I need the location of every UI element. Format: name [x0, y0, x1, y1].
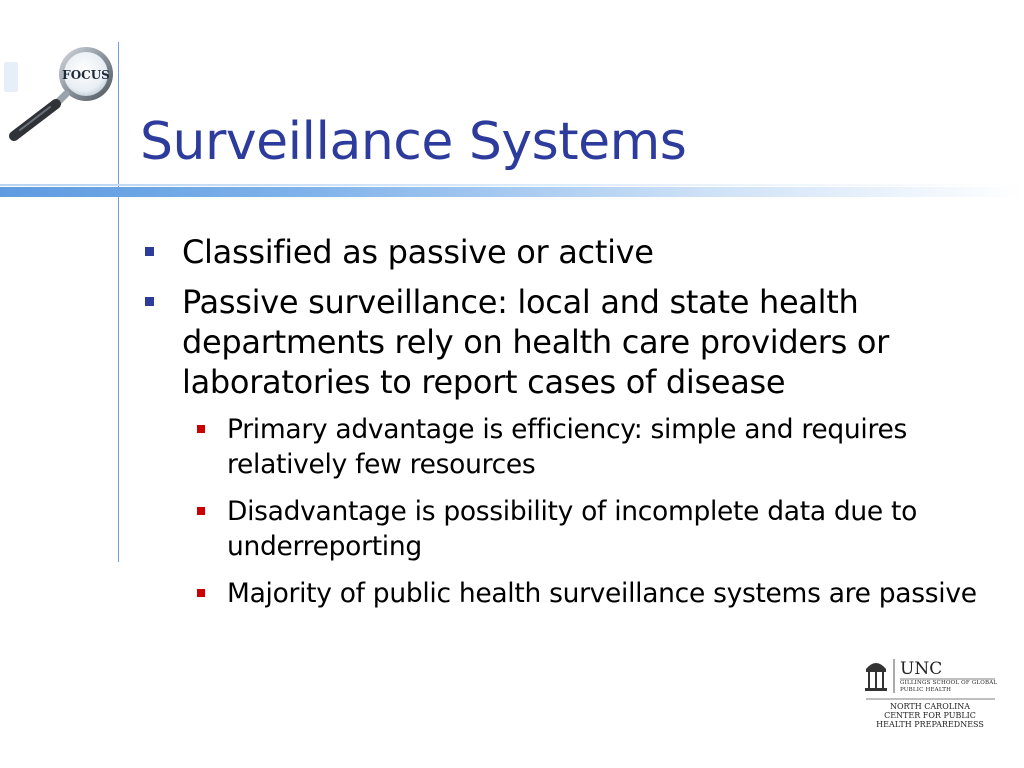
- old-well-icon: [865, 663, 887, 691]
- focus-logo: [0, 40, 120, 150]
- magnifying-glass-icon: [0, 40, 120, 150]
- unc-school-name: GILLINGS SCHOOL OF GLOBAL PUBLIC HEALTH: [900, 680, 998, 693]
- sub-bullet-text: Disadvantage is possibility of incomplete data due to underreporting: [227, 496, 918, 562]
- square-sub-bullet-icon: [197, 507, 205, 515]
- focus-logo-text: FOCUS: [62, 68, 110, 82]
- sub-bullet-text: Majority of public health surveillance systems are passive: [227, 578, 977, 609]
- sub-bullet-item: [182, 494, 1000, 564]
- square-bullet-icon: [145, 247, 154, 256]
- unc-name: UNC: [900, 659, 943, 679]
- bullet-item: [140, 232, 1000, 272]
- title-underline-highlight: [0, 184, 1024, 186]
- sub-bullet-text: Primary advantage is efficiency: simple and requires relatively few resources: [227, 414, 907, 480]
- sub-bullet-item: [182, 576, 1000, 611]
- sub-bullet-item: [182, 412, 1000, 482]
- unc-logo: [860, 655, 1010, 735]
- square-sub-bullet-icon: [197, 589, 205, 597]
- unc-center-line1: NORTH CAROLINA: [889, 702, 971, 711]
- bullet-text: Classified as passive or active: [182, 233, 654, 271]
- bullet-list: [140, 232, 1000, 623]
- unc-center-line2: CENTER FOR PUBLIC: [884, 711, 976, 720]
- bullet-text: Passive surveillance: local and state health departments rely on health care providers or laboratories to report cases of disease: [182, 283, 890, 401]
- square-sub-bullet-icon: [197, 425, 205, 433]
- unc-center-line3: HEALTH PREPAREDNESS: [876, 720, 984, 729]
- bullet-item: [140, 282, 1000, 402]
- title-underline-bar: [0, 187, 1024, 197]
- slide-title: Surveillance Systems: [140, 112, 687, 172]
- square-bullet-icon: [145, 297, 154, 306]
